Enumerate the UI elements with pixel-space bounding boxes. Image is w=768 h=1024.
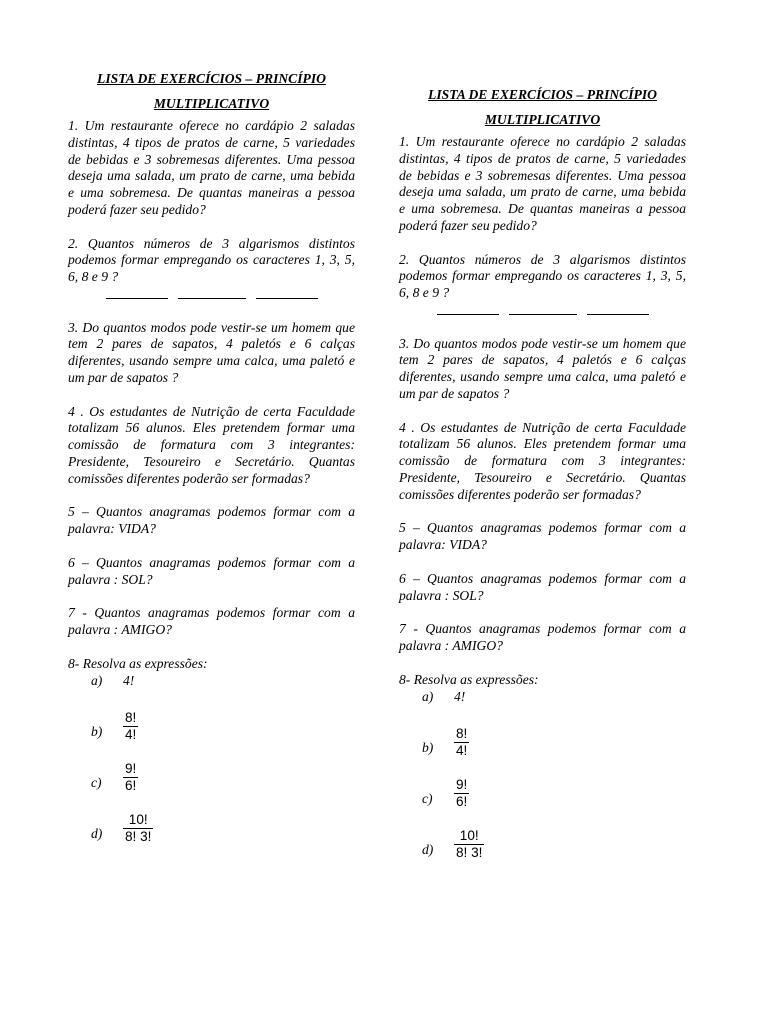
expression-letter: d) <box>91 825 103 841</box>
fraction-denominator: 6! <box>125 778 137 794</box>
question-6: 6 – Quantos anagramas podemos formar com a palavra : SOL? <box>68 554 355 587</box>
expression-list <box>399 688 686 861</box>
fraction-denominator: 8! 3! <box>456 845 483 861</box>
expression-letter: c) <box>422 790 433 806</box>
answer-blank <box>587 302 649 315</box>
question-3: 3. Do quantos modos pode vestir-se um homem que tem 2 pares de sapatos, 4 paletós e 6 calças diferentes, usando sempre uma calca, uma paletó e um par de sapatos ? <box>68 319 355 385</box>
expression-item <box>422 705 686 759</box>
answer-blank <box>256 286 318 299</box>
fraction-denominator: 8! 3! <box>125 829 152 845</box>
expression-letter: b) <box>91 723 103 739</box>
expression-item <box>422 807 686 861</box>
expression-item <box>91 740 355 794</box>
answer-blank <box>106 286 168 299</box>
fraction-numerator: 10! <box>128 812 148 828</box>
expression-item <box>91 672 355 689</box>
fraction-numerator: 8! <box>456 726 468 742</box>
fraction <box>123 812 153 845</box>
question-2: 2. Quantos números de 3 algarismos distintos podemos formar empregando os caracteres 1, 3, 5, 6, 8 e 9 ? <box>399 251 686 301</box>
question-2: 2. Quantos números de 3 algarismos distintos podemos formar empregando os caracteres 1, 3, 5, 6, 8 e 9 ? <box>68 235 355 285</box>
fraction <box>123 761 138 794</box>
question-3: 3. Do quantos modos pode vestir-se um homem que tem 2 pares de sapatos, 4 paletós e 6 calças diferentes, usando sempre uma calca, uma paletó e um par de sapatos ? <box>399 335 686 401</box>
fraction <box>454 828 484 861</box>
fraction-denominator: 6! <box>456 794 468 810</box>
expression-letter: b) <box>422 739 434 755</box>
question-7: 7 - Quantos anagramas podemos formar com a palavra : AMIGO? <box>399 621 686 653</box>
expression-list <box>68 672 355 845</box>
answer-blank <box>437 302 499 315</box>
answer-blank <box>509 302 577 315</box>
fraction <box>454 726 469 759</box>
fraction-numerator: 8! <box>125 710 137 726</box>
expression-value: 4! <box>454 688 466 704</box>
question-5: 5 – Quantos anagramas podemos formar com a palavra: VIDA? <box>68 504 355 537</box>
question-6: 6 – Quantos anagramas podemos formar com a palavra : SOL? <box>399 570 686 603</box>
worksheet-column-right <box>399 82 686 861</box>
fraction-numerator: 9! <box>456 777 468 793</box>
question-1: 1. Um restaurante oferece no cardápio 2 saladas distintas, 4 tipos de pratos de carne, 5 variedades de bebidas e 3 sobremesas diferentes. Uma pessoa deseja uma salada, um prato de carne, uma bebida e uma sobremesa. De quantas maneiras a pessoa poderá fazer seu pedido? <box>68 118 355 217</box>
worksheet-column-left <box>68 66 355 845</box>
question-7: 7 - Quantos anagramas podemos formar com a palavra : AMIGO? <box>68 605 355 637</box>
worksheet-title-line1: LISTA DE EXERCÍCIOS – PRINCÍPIO <box>97 71 326 86</box>
fraction-denominator: 4! <box>456 743 468 759</box>
fraction <box>454 777 469 810</box>
question-4: 4 . Os estudantes de Nutrição de certa Faculdade totalizam 56 alunos. Eles pretendem formar uma comissão de formatura com 3 integrantes: Presidente, Tesoureiro e Secretário. Quantas comissões diferentes poderão ser formadas? <box>68 403 355 486</box>
expression-item <box>91 689 355 743</box>
answer-blank <box>178 286 246 299</box>
expression-letter: a) <box>422 688 434 704</box>
worksheet-title-line2: MULTIPLICATIVO <box>484 112 601 127</box>
answer-blanks <box>399 302 686 319</box>
question-4: 4 . Os estudantes de Nutrição de certa Faculdade totalizam 56 alunos. Eles pretendem formar uma comissão de formatura com 3 integrantes: Presidente, Tesoureiro e Secretário. Quantas comissões diferentes poderão ser formadas? <box>399 419 686 502</box>
expression-letter: a) <box>91 672 103 688</box>
fraction-numerator: 9! <box>125 761 137 777</box>
question-1: 1. Um restaurante oferece no cardápio 2 saladas distintas, 4 tipos de pratos de carne, 5 variedades de bebidas e 3 sobremesas diferentes. Uma pessoa deseja uma salada, um prato de carne, uma bebida e uma sobremesa. De quantas maneiras a pessoa poderá fazer seu pedido? <box>399 134 686 233</box>
expression-letter: d) <box>422 841 434 857</box>
answer-blanks <box>68 286 355 303</box>
expression-item <box>422 688 686 705</box>
expression-letter: c) <box>91 774 102 790</box>
worksheet-title-line1: LISTA DE EXERCÍCIOS – PRINCÍPIO <box>428 87 657 102</box>
expression-item <box>91 791 355 845</box>
fraction <box>123 710 138 743</box>
worksheet-title-line2: MULTIPLICATIVO <box>153 96 270 111</box>
question-5: 5 – Quantos anagramas podemos formar com a palavra: VIDA? <box>399 520 686 553</box>
question-8: 8- Resolva as expressões: <box>68 655 208 671</box>
expression-item <box>422 756 686 810</box>
expression-value: 4! <box>123 672 135 688</box>
fraction-numerator: 10! <box>459 828 479 844</box>
question-8: 8- Resolva as expressões: <box>399 671 539 687</box>
fraction-denominator: 4! <box>125 727 137 743</box>
